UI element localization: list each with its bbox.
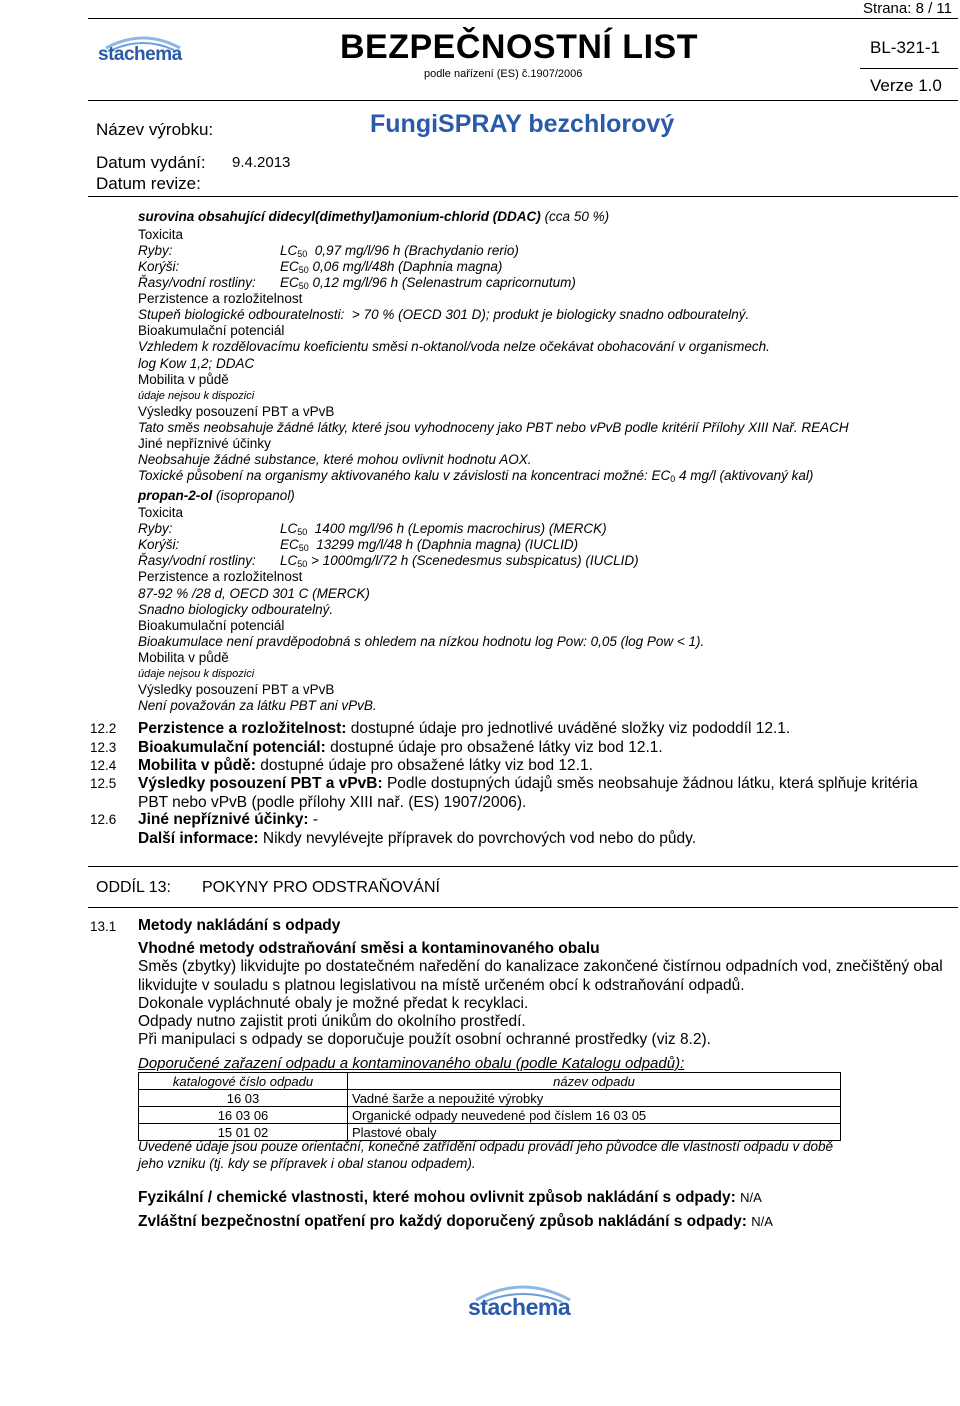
ddac-degradability: Stupeň biologické odbouratelnosti: > 70 % (OECD 301 D); produkt je biologicky snadno odbouratelný. (138, 307, 750, 322)
product-label: Název výrobku: (96, 120, 214, 139)
item-12-6-number: 12.6 (90, 812, 117, 827)
document-version: Verze 1.0 (870, 76, 942, 95)
section-13-label: ODDÍL 13: (96, 879, 171, 896)
table-row (139, 1124, 841, 1141)
disposal-line-2: likvidujte v souladu s platnou legislativou na místě určeném obcí k odstraňování odpadů. (138, 977, 745, 994)
item-13-1-heading: Metody nakládání s odpady (138, 917, 341, 934)
ddac-toxicity: Toxicita (138, 227, 184, 242)
page-number: Strana: 8 / 11 (863, 0, 952, 17)
document-title: BEZPEČNOSTNÍ LIST (340, 28, 698, 66)
header-rule-mid (860, 68, 958, 69)
prop-fish-label: Ryby: (138, 521, 173, 536)
item-12-5-line2: PBT nebo vPvB (podle přílohy XIII nař. (ES) 1907/2006). (138, 794, 527, 811)
footer-logo (468, 1278, 578, 1334)
table-header-code: katalogové číslo odpadu (139, 1073, 348, 1090)
table-header-row (139, 1073, 841, 1090)
table-row (139, 1090, 841, 1107)
ddac-persistence: Perzistence a rozložitelnost (138, 291, 303, 306)
ddac-crustacea-value: $EC_{50}$ 0,06 mg/l/48h (Daphnia magna) (280, 259, 503, 275)
disposal-subheading: Vhodné metody odstraňování směsi a kontaminovaného obalu (138, 940, 600, 957)
prop-title: propan-2-ol (isopropanol) (138, 488, 295, 503)
header-rule (88, 100, 958, 101)
further-information: Další informace: Nikdy nevylévejte přípravek do povrchových vod nebo do půdy. (138, 830, 697, 847)
prop-pbt: Výsledky posouzení PBT a vPvB (138, 682, 335, 697)
section-13-title: POKYNY PRO ODSTRAŇOVÁNÍ (202, 879, 440, 896)
prop-crustacea-label: Korýši: (138, 537, 180, 552)
prop-no-data: údaje nejsou k dispozici (138, 668, 255, 680)
table-cell-name: Plastové obaly (348, 1124, 841, 1141)
ddac-other-effects-text: Neobsahuje žádné substance, které mohou ovlivnit hodnotu AOX. (138, 452, 532, 467)
disposal-line-1: Směs (zbytky) likvidujte po dostatečném naředění do kanalizace zakončené čistírnou odpadních vod, znečištěný obal (138, 958, 943, 975)
ddac-title: surovina obsahující didecyl(dimethyl)amonium-chlorid (DDAC) (cca 50 %) (138, 209, 610, 224)
prop-biodegradable: Snadno biologicky odbouratelný. (138, 602, 334, 617)
product-name: FungiSPRAY bezchlorový (370, 110, 675, 138)
ddac-mobility: Mobilita v půdě (138, 372, 229, 387)
ddac-other-effects: Jiné nepříznivé účinky (138, 436, 271, 451)
table-cell-name: Organické odpady neuvedené pod číslem 16 03 05 (348, 1107, 841, 1124)
prop-bioaccumulation: Bioakumulační potenciál (138, 618, 285, 633)
document-subtitle: podle nařízení (ES) č.1907/2006 (424, 68, 583, 80)
table-cell-code: 15 01 02 (139, 1124, 348, 1141)
disposal-line-4: Odpady nutno zajistit proti únikům do okolního prostředí. (138, 1013, 526, 1030)
document-id: BL-321-1 (870, 38, 940, 57)
ddac-fish-value: $LC_{50}$ 0,97 mg/l/96 h (Brachydanio rerio) (280, 243, 519, 259)
prop-persistence-value: 87-92 % /28 d, OECD 301 C (MERCK) (138, 586, 370, 601)
item-12-3-number: 12.3 (90, 740, 117, 755)
header-rule-bottom (88, 196, 958, 197)
prop-bioaccumulation-text: Bioakumulace není pravděpodobná s ohledem na nízkou hodnotu log Pow: 0,05 (log Pow < 1). (138, 634, 705, 649)
prop-pbt-text: Není považován za látku PBT ani vPvB. (138, 698, 377, 713)
logo-text: stachema (98, 44, 182, 65)
physical-properties: Fyzikální / chemické vlastnosti, které mohou ovlivnit způsob nakládání s odpady: N/A (138, 1189, 762, 1206)
ddac-no-data: údaje nejsou k dispozici (138, 390, 255, 402)
ddac-algae-label: Řasy/vodní rostliny: (138, 275, 256, 290)
item-12-5: Výsledky posouzení PBT a vPvB: Podle dostupných údajů směs neobsahuje žádnou látku, která splňuje kritéria (138, 775, 918, 792)
issue-label: Datum vydání: (96, 153, 206, 172)
disposal-line-5: Při manipulaci s odpady se doporučuje použít osobní ochranné prostředky (viz 8.2). (138, 1031, 711, 1048)
revision-label: Datum revize: (96, 174, 201, 193)
table-row (139, 1107, 841, 1124)
prop-algae-value: $LC_{50} > 1000mg/l/72$ h (Scenedesmus subspicatus) (IUCLID) (280, 553, 639, 569)
item-12-6: Jiné nepříznivé účinky: - (138, 811, 319, 828)
ddac-crustacea-label: Korýši: (138, 259, 180, 274)
ddac-fish-label: Ryby: (138, 243, 173, 258)
prop-crustacea-value: $EC_{50}$ 13299 mg/l/48 h (Daphnia magna) (IUCLID) (280, 537, 579, 553)
ddac-pbt: Výsledky posouzení PBT a vPvB (138, 404, 335, 419)
ddac-algae-value: $EC_{50}$ 0,12 mg/l/96 h (Selenastrum capricornutum) (280, 275, 576, 291)
waste-catalog-table (138, 1072, 841, 1141)
catalog-note-2: jeho vzniku (tj. kdy se přípravek i obal stanou odpadem). (138, 1156, 476, 1171)
ddac-sludge-toxicity: Toxické působení na organismy aktivovaného kalu v závislosti na koncentraci možné: $EC_0$ 4 mg/l (aktivovaný kal) (138, 468, 814, 484)
header-rule-top (88, 18, 958, 19)
ddac-logkow: log Kow 1,2; DDAC (138, 356, 255, 371)
item-12-4: Mobilita v půdě: dostupné údaje pro obsažené látky viz bod 12.1. (138, 757, 593, 774)
special-precautions: Zvláštní bezpečnostní opatření pro každý doporučený způsob nakládání s odpady: N/A (138, 1213, 773, 1230)
item-12-3: Bioakumulační potenciál: dostupné údaje pro obsažené látky viz bod 12.1. (138, 739, 663, 756)
item-12-2-number: 12.2 (90, 721, 117, 736)
prop-persistence: Perzistence a rozložitelnost (138, 569, 303, 584)
ddac-bioaccumulation: Bioakumulační potenciál (138, 323, 285, 338)
prop-mobility: Mobilita v půdě (138, 650, 229, 665)
table-header-name: název odpadu (348, 1073, 841, 1090)
table-cell-code: 16 03 06 (139, 1107, 348, 1124)
item-13-1-number: 13.1 (90, 919, 117, 934)
catalog-note-1: Uvedené údaje jsou pouze orientační, konečné zatřídění odpadu provádí jeho původce dle vlastností odpadu v době (138, 1139, 833, 1154)
footer-logo-text: stachema (468, 1294, 571, 1320)
item-12-2: Perzistence a rozložitelnost: dostupné údaje pro jednotlivé uváděné složky viz pododdíl 12.1. (138, 720, 791, 737)
disposal-line-3: Dokonale vypláchnuté obaly je možné předat k recyklaci. (138, 995, 529, 1012)
ddac-bioaccumulation-text: Vzhledem k rozdělovacímu koeficientu směsi n-oktanol/voda nelze očekávat obohacování v organismech. (138, 339, 770, 354)
prop-toxicity: Toxicita (138, 505, 184, 520)
item-12-5-number: 12.5 (90, 776, 117, 791)
issue-date: 9.4.2013 (232, 154, 291, 171)
table-cell-code: 16 03 (139, 1090, 348, 1107)
ddac-pbt-text: Tato směs neobsahuje žádné látky, které jsou vyhodnoceny jako PBT nebo vPvB podle kritérií Přílohy XIII Nař. REACH (138, 420, 849, 435)
item-12-4-number: 12.4 (90, 758, 117, 773)
table-cell-name: Vadné šarže a nepoužité výrobky (348, 1090, 841, 1107)
catalog-title: Doporučené zařazení odpadu a kontaminovaného obalu (podle Katalogu odpadů): (138, 1055, 685, 1072)
prop-algae-label: Řasy/vodní rostliny: (138, 553, 256, 568)
stachema-logo (98, 30, 188, 76)
prop-fish-value: $LC_{50}$ 1400 mg/l/96 h (Lepomis macrochirus) (MERCK) (280, 521, 607, 537)
